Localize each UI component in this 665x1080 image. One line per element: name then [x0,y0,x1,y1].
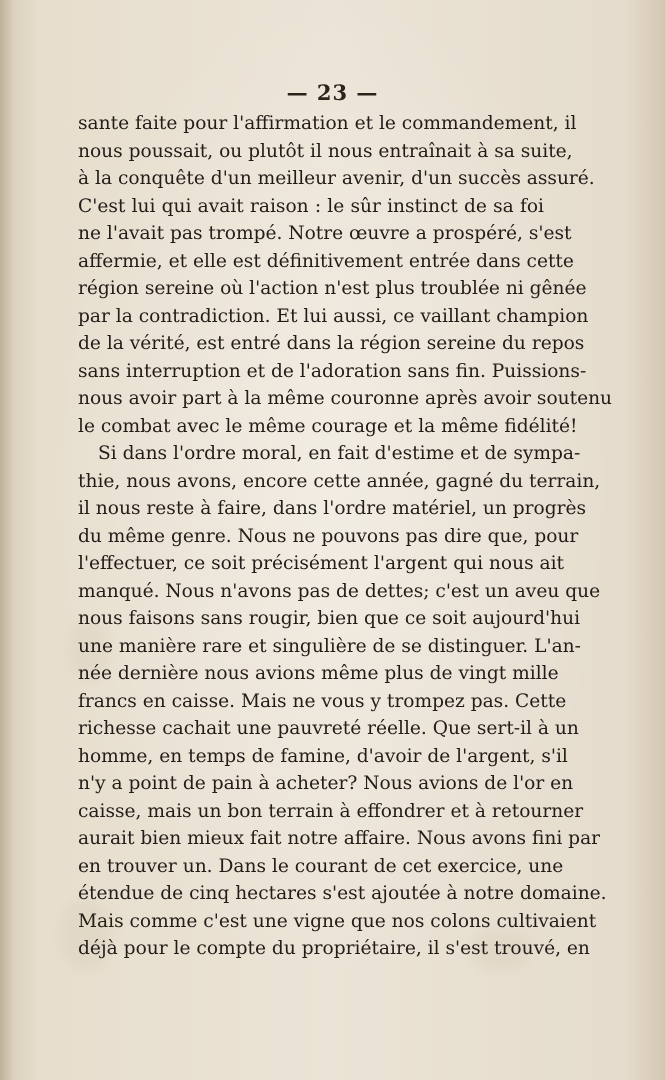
text-line: C'est lui qui avait raison : le sûr instinct de sa foi [78,195,544,217]
binding-shadow [0,0,14,1080]
text-line: richesse cachait une pauvreté réelle. Que sert-il à un [78,718,579,739]
text-line: il nous reste à faire, dans l'ordre matériel, un progrès [78,498,587,519]
text-line: aurait bien mieux fait notre affaire. Nous avons fini par [78,828,601,849]
text-line: étendue de cinq hectares s'est ajoutée à notre domaine. [78,883,607,904]
text-line: du même genre. Nous ne pouvons pas dire que, pour [78,525,579,547]
text-line: déjà pour le compte du propriétaire, il s'est trouvé, en [78,938,590,959]
page-number: — 23 — [286,80,379,105]
text-line: nous faisons sans rougir, bien que ce soit aujourd'hui [78,608,581,629]
text-line: de la vérité, est entré dans la région sereine du repos [78,333,585,354]
text-line: Si dans l'ordre moral, en fait d'estime et de sympa- [98,443,581,464]
text-line: le combat avec le même courage et la même fidélité! [78,415,578,437]
text-line: région sereine où l'action n'est plus troublée ni gênée [78,278,587,299]
text-line: née dernière nous avions même plus de vingt mille [78,663,559,684]
text-line: l'effectuer, ce soit précisément l'argent qui nous ait [78,553,565,574]
text-line: ne l'avait pas trompé. Notre œuvre a prospéré, s'est [78,223,572,244]
text-line: en trouver un. Dans le courant de cet exercice, une [78,855,564,877]
text-line: francs en caisse. Mais ne vous y trompez pas. Cette [78,690,567,712]
text-line: thie, nous avons, encore cette année, gagné du terrain, [78,470,601,492]
text-line: Mais comme c'est une vigne que nos colons cultivaient [78,910,597,932]
text-line: sans interruption et de l'adoration sans fin. Puissions- [78,360,587,382]
text-line: affermie, et elle est définitivement entrée dans cette [78,250,574,272]
text-line: sante faite pour l'affirmation et le commandement, il [78,113,577,134]
text-line: nous avoir part à la même couronne après avoir soutenu [78,388,613,409]
text-line: manqué. Nous n'avons pas de dettes; c'est un aveu que [78,580,601,602]
text-line: une manière rare et singulière de se distinguer. L'an- [78,635,581,657]
body-text [78,110,613,963]
text-line: homme, en temps de famine, d'avoir de l'argent, s'il [78,745,568,767]
text-line: nous poussait, ou plutôt il nous entraînait à sa suite, [78,140,573,162]
text-line: à la conquête d'un meilleur avenir, d'un succès assuré. [78,168,595,189]
text-line: n'y a point de pain à acheter? Nous avions de l'or en [78,773,574,794]
text-line: caisse, mais un bon terrain à effondrer et à retourner [78,800,584,822]
text-line: par la contradiction. Et lui aussi, ce vaillant champion [78,305,589,327]
